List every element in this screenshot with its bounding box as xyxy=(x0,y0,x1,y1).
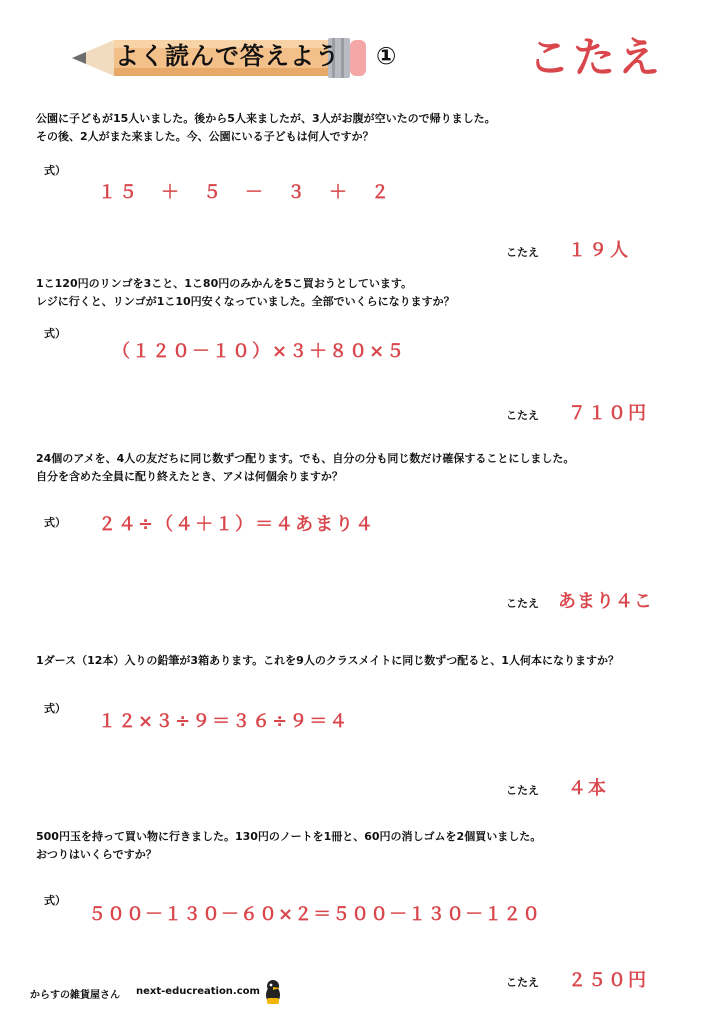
worksheet-number: ① xyxy=(376,42,397,70)
worksheet-title: よく読んで答えよう xyxy=(115,42,340,70)
answer-label: こたえ xyxy=(506,976,539,989)
formula: １２×３÷９＝３６÷９＝４ xyxy=(98,711,350,732)
answer-label: こたえ xyxy=(506,784,539,797)
footer-brand: からすの雑貨屋さん xyxy=(30,990,120,1001)
question-text: 500円玉を持って買い物に行きました。130円のノートを1冊と、60円の消しゴムを2個買いました。 おつりはいくらですか？ xyxy=(36,830,542,861)
formula: ２４÷（４＋１）＝４あまり４ xyxy=(98,514,376,535)
answer-value: １９人 xyxy=(568,240,631,261)
formula: ５００－１３０－６０×２＝５００－１３０－１２０ xyxy=(88,904,542,925)
answer-label: こたえ xyxy=(506,246,539,259)
crow-mascot-icon xyxy=(262,978,284,1006)
answer-sheet-label: こたえ xyxy=(528,33,664,82)
answer-label: こたえ xyxy=(506,597,539,610)
formula-label: 式） xyxy=(44,702,66,715)
formula-label: 式） xyxy=(44,164,66,177)
formula: （１２０－１０）×３＋８０×５ xyxy=(112,341,407,362)
formula-label: 式） xyxy=(44,327,66,340)
answer-value: あまり４こ xyxy=(558,591,653,612)
question-text: 1こ120円のリンゴを3こと、1こ80円のみかんを5こ買おうとしています。 レジに行くと、リンゴが1こ10円安くなっていました。全部でいくらになりますか？ xyxy=(36,277,455,308)
question-text: 公園に子どもが15人いました。後から5人来ましたが、3人がお腹が空いたので帰りました。 その後、2人がまた来ました。今、公園にいる子どもは何人ですか？ xyxy=(36,112,496,143)
answer-value: ４本 xyxy=(568,778,608,799)
answer-label: こたえ xyxy=(506,409,539,422)
page-header xyxy=(0,0,724,100)
formula-label: 式） xyxy=(44,516,66,529)
formula: １５ ＋ ５ － ３ ＋ ２ xyxy=(98,182,392,203)
footer-site: next-educreation.com xyxy=(136,986,260,997)
answer-value: ７１０円 xyxy=(568,403,648,424)
answer-value: ２５０円 xyxy=(568,970,648,991)
question-text: 24個のアメを、4人の友だちに同じ数ずつ配ります。でも、自分の分も同じ数だけ確保することにしました。 自分を含めた全員に配り終えたとき、アメは何個余りますか？ xyxy=(36,452,575,483)
question-text: 1ダース（12本）入りの鉛筆が3箱あります。これを9人のクラスメイトに同じ数ずつ配ると、1人何本になりますか？ xyxy=(36,654,619,667)
formula-label: 式） xyxy=(44,894,66,907)
